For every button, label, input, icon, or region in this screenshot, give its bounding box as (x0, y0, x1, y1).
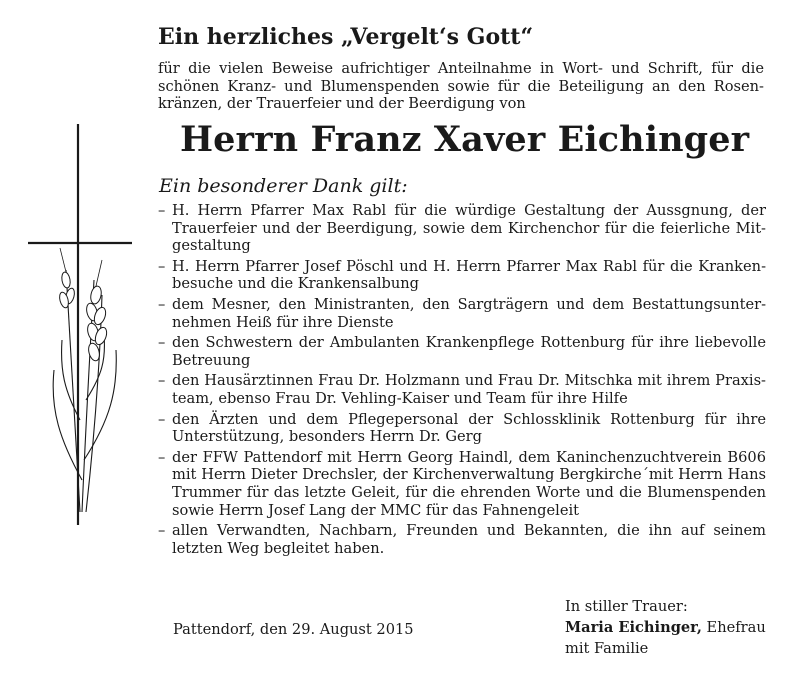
signoff-block (565, 596, 766, 659)
signer-line (565, 617, 766, 638)
thanks-item (158, 296, 766, 331)
thanks-list (158, 202, 766, 560)
thanks-line: den Hausärztinnen Frau Dr. Holzmann und Frau Dr. Mitschka mit ihrem Praxis- (172, 372, 766, 390)
thanks-line: den Schwestern der Ambulanten Krankenpflege Rottenburg für ihre liebevolle (172, 334, 766, 352)
deceased-name: Herrn Franz Xaver Eichinger (180, 119, 750, 160)
signer-role: Ehefrau (706, 619, 766, 636)
dash-bullet: – (158, 372, 166, 390)
thanks-line: besuche und die Krankensalbung (172, 275, 419, 293)
thanks-line: Unterstützung, besonders Herrn Dr. Gerg (172, 428, 482, 446)
thanks-item (158, 449, 766, 519)
thanks-line: dem Mesner, den Ministranten, den Sargträgern und dem Bestattungsunter- (172, 295, 766, 313)
thanks-line: letzten Weg begleitet haben. (172, 539, 385, 557)
thanks-item (158, 334, 766, 369)
thanks-line: nehmen Heiß für ihre Dienste (172, 313, 394, 331)
thanks-line: H. Herrn Pfarrer Josef Pöschl und H. Herrn Pfarrer Max Rabl für die Kranken- (172, 257, 766, 275)
thanks-line: sowie Herrn Josef Lang der MMC für das Fahnengeleit (172, 501, 579, 519)
intro-line: für die vielen Beweise aufrichtiger Anteilnahme in Wort- und Schrift, für die (158, 60, 764, 77)
thanks-line: team, ebenso Frau Dr. Vehling-Kaiser und Team für ihre Hilfe (172, 389, 628, 407)
dash-bullet: – (158, 410, 166, 428)
thanks-line: H. Herrn Pfarrer Max Rabl für die würdige Gestaltung der Aussgnung, der (172, 202, 766, 219)
special-thanks-title: Ein besonderer Dank gilt: (159, 175, 408, 197)
thanks-line: der FFW Pattendorf mit Herrn Georg Haindl, dem Kaninchenzuchtverein B606 (172, 448, 766, 466)
signer-name: Maria Eichinger, (565, 619, 702, 636)
cross-with-wheat-icon (20, 120, 140, 534)
intro-line: kränzen, der Trauerfeier und der Beerdigung von (158, 95, 526, 112)
dash-bullet: – (158, 334, 166, 352)
dash-bullet: – (158, 202, 166, 219)
dash-bullet: – (158, 522, 166, 540)
thanks-item (158, 202, 766, 255)
thanks-item (158, 372, 766, 407)
place-and-date: Pattendorf, den 29. August 2015 (173, 621, 414, 638)
thanks-item (158, 522, 766, 557)
dash-bullet: – (158, 257, 166, 275)
thanks-line: mit Herrn Dieter Drechsler, der Kirchenverwaltung Bergkirche´mit Herrn Hans (172, 466, 766, 484)
thank-you-heading: Ein herzliches „Vergelt‘s Gott“ (158, 24, 534, 50)
thanks-item (158, 411, 766, 446)
intro-paragraph (158, 60, 764, 113)
thanks-line: Trummer für das letzte Geleit, für die ehrenden Worte und die Blumenspenden (172, 483, 766, 501)
family-line: mit Familie (565, 640, 649, 657)
intro-line: schönen Kranz- und Blumenspenden sowie für die Beteiligung an den Rosen- (158, 77, 764, 95)
thanks-line: Betreuung (172, 351, 251, 369)
dash-bullet: – (158, 448, 166, 466)
thanks-line: gestaltung (172, 237, 251, 255)
thanks-line: den Ärzten und dem Pflegepersonal der Schlossklinik Rottenburg für ihre (172, 410, 766, 428)
thanks-line: allen Verwandten, Nachbarn, Freunden und Bekannten, die ihn auf seinem (172, 522, 766, 540)
mourning-line: In stiller Trauer: (565, 598, 688, 615)
thanks-line: Trauerfeier und der Beerdigung, sowie dem Kirchenchor für die feierliche Mit- (172, 219, 766, 237)
dash-bullet: – (158, 295, 166, 313)
thanks-item (158, 258, 766, 293)
